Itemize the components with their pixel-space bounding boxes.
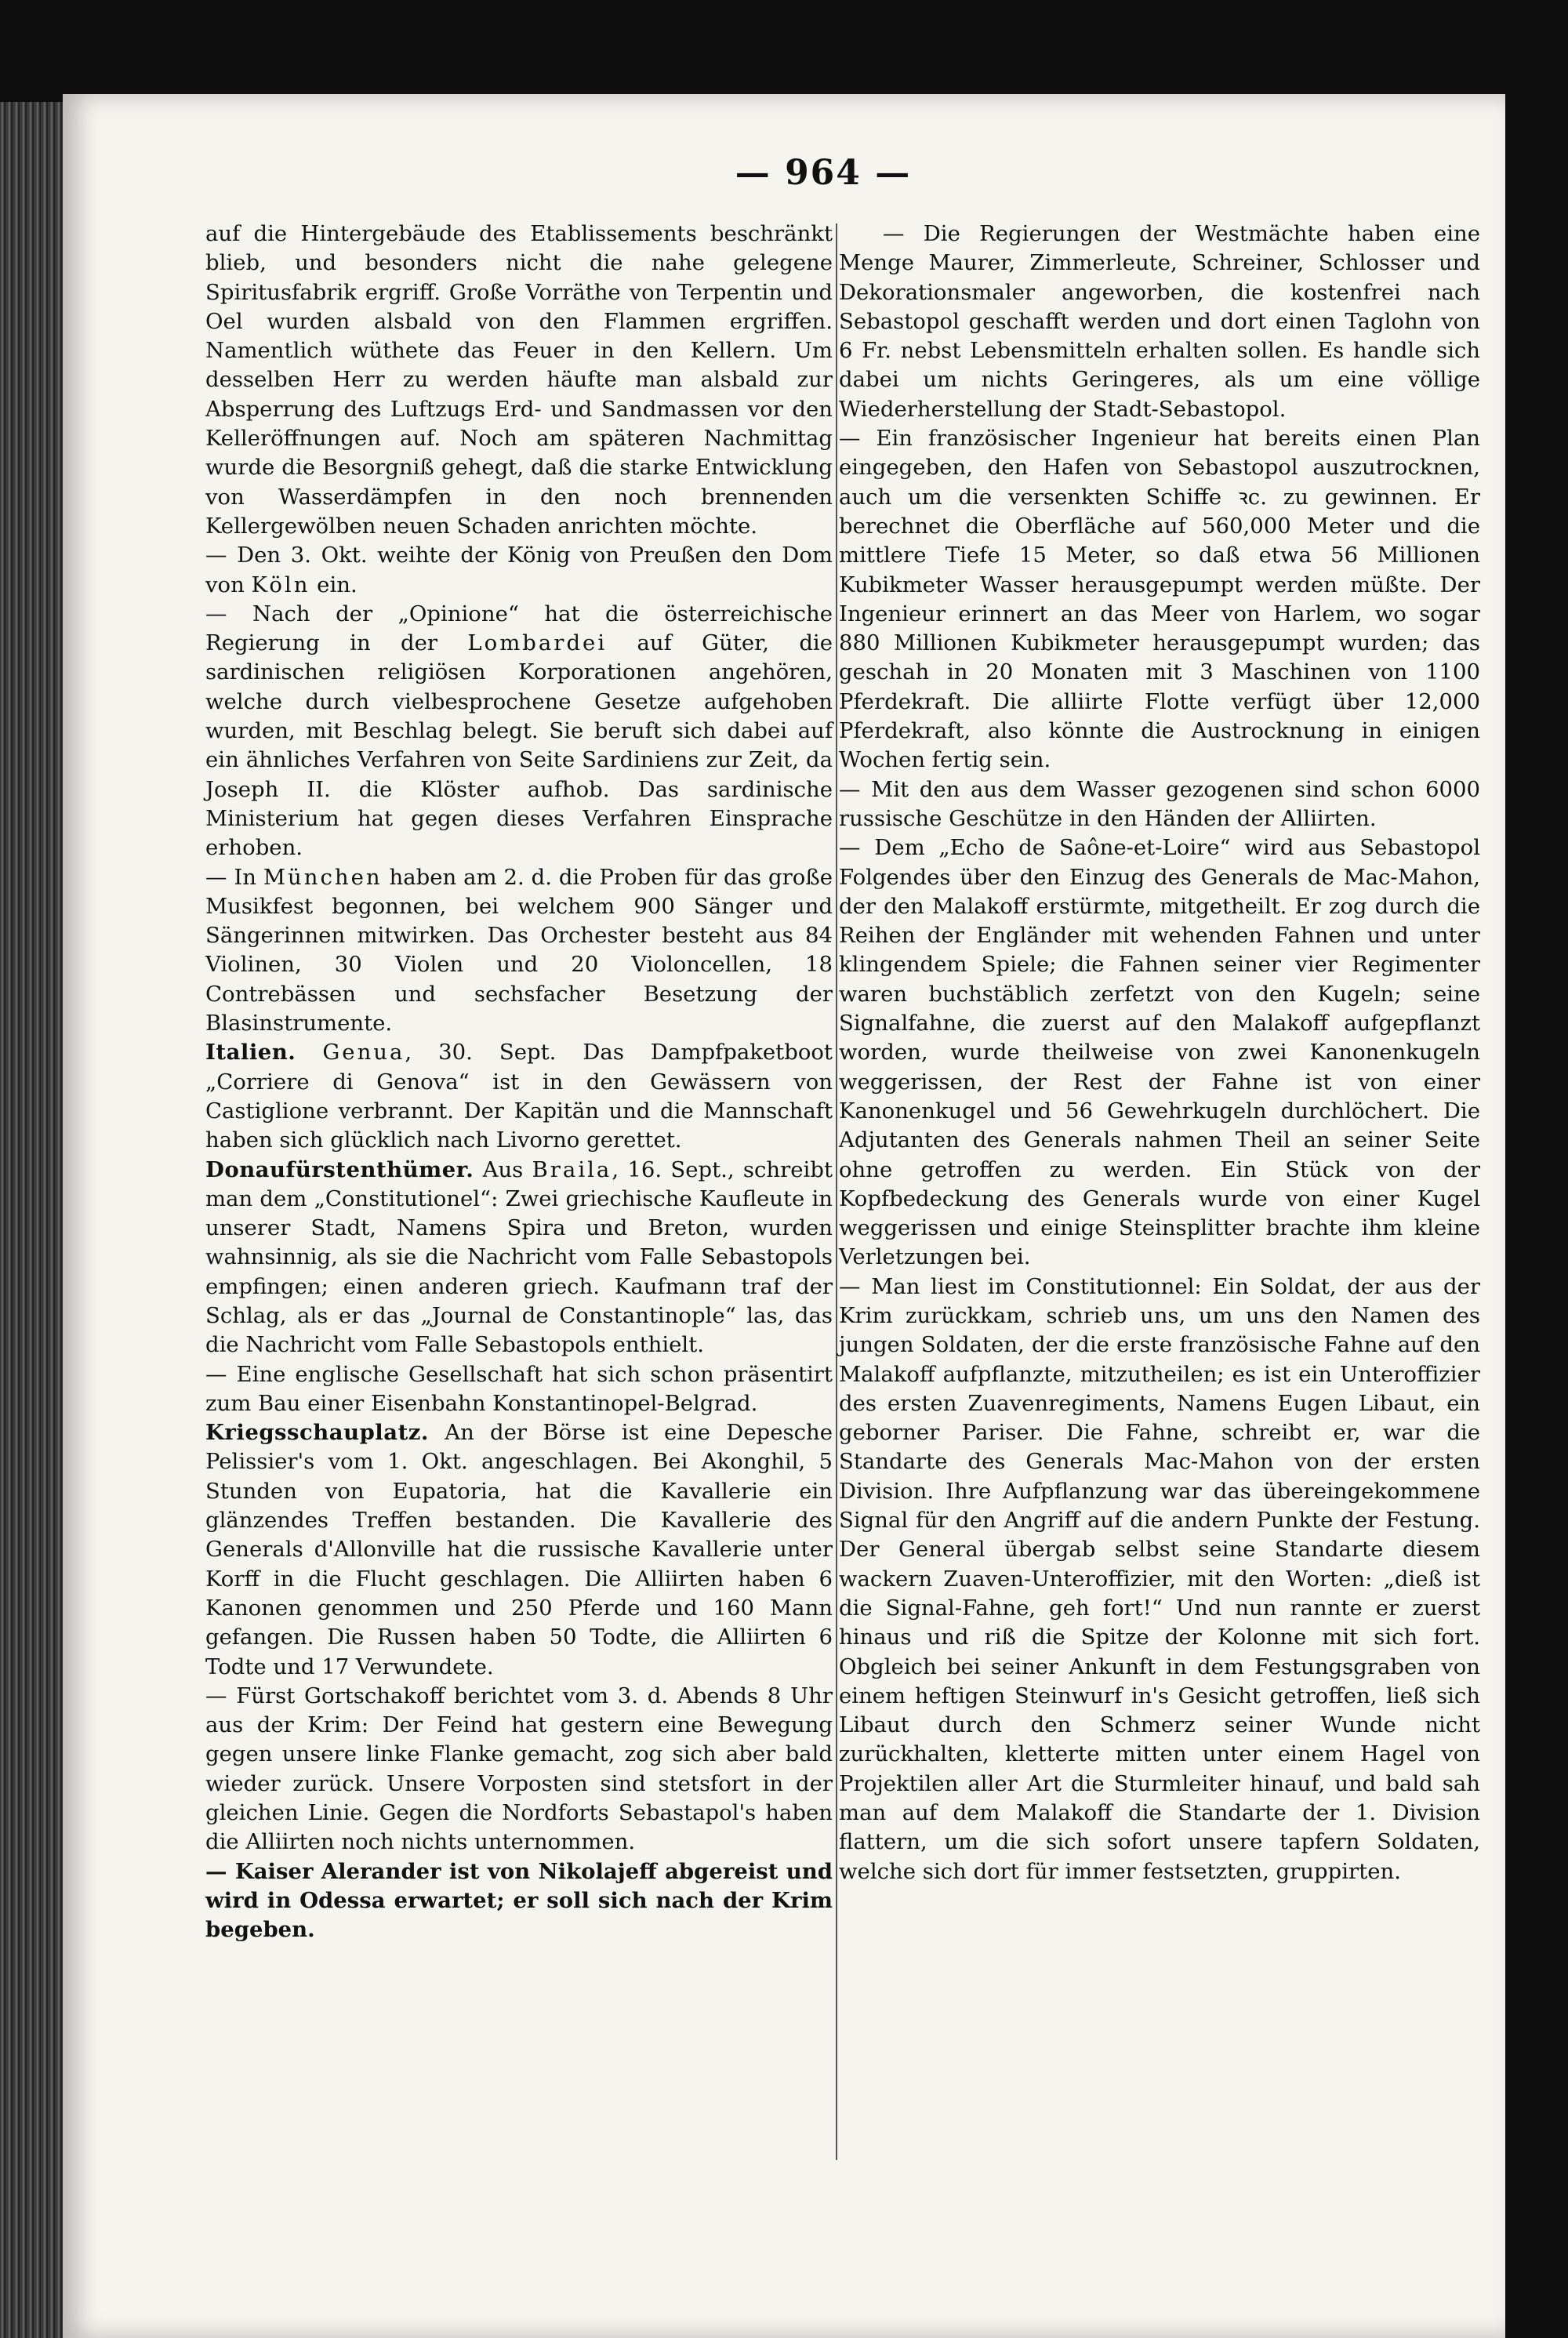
- paragraph-text: — Kaiser Alerander ist von Nikolajeff abgereist und wird in Odessa erwartet; er soll sich nach der Krim begeben.: [205, 1858, 833, 1943]
- paragraph-text: , 30. Sept. Das Dampfpaketboot „Corriere di Genova“ ist in den Gewässern von Castiglione verbrannt. Der Kapitän und die Mannschaft haben sich glücklich nach Livorno gerettet.: [205, 1040, 833, 1153]
- column-divider: [836, 223, 837, 2160]
- article-paragraph: [839, 1272, 1480, 1886]
- paragraph-text: — Fürst Gortschakoff berichtet vom 3. d. Abends 8 Uhr aus der Krim: Der Feind hat gestern eine Bewegung gegen unsere linke Flanke gemacht, zog sich aber bald wieder zurück. Unsere Vorposten sind stetsfort in der gleichen Linie. Gegen die Nordforts Sebastapol's haben die Alliirten noch nichts unternommen.: [205, 1683, 833, 1855]
- article-paragraph: [839, 775, 1480, 834]
- paragraph-text: ein.: [310, 572, 358, 597]
- spaced-place-name: Lombardei: [467, 630, 608, 656]
- paragraph-text: Aus: [474, 1156, 532, 1182]
- paragraph-text: — Den 3. Okt. weihte der König von Preußen den Dom von: [205, 543, 833, 597]
- page-number: — 964 —: [735, 153, 912, 193]
- article-paragraph: [839, 424, 1480, 775]
- paragraph-text: — Man liest im Constitutionnel: Ein Soldat, der aus der Krim zurückkam, schrieb uns, um uns den Namen des jungen Soldaten, der die erste französische Fahne auf den Malakoff aufpflanzte, mitzutheilen; es ist ein Unteroffizier des ersten Zuavenregiments, Namens Eugen Libaut, ein geborner Pariser. Die Fahne, schreibt er, war die Standarte des Generals Mac-Mahon von der ersten Division. Ihre Aufpflanzung war das übereingekommene Signal für den Angriff auf die andern Punkte der Festung. Der General übergab selbst seine Standarte diesem wackern Zuaven-Unteroffizier, mit den Worten: „dieß ist die Signal-Fahne, geh fort!“ Und nun rannte er zuerst hinaus und riß die Spitze der Kolonne mit sich fort. Obgleich bei seiner Ankunft in dem Festungsgraben von einem heftigen Steinwurf in's Gesicht getroffen, ließ sich Libaut durch den Schmerz seiner Wunde nicht zurückhalten, kletterte mitten unter einem Hagel von Projektilen aller Art die Sturmleiter hinauf, und bald sah man auf dem Malakoff die Standarte der 1. Division flattern, um die sich sofort unsere tapfern Soldaten, welche sich dort für immer festsetzten, gruppirten.: [839, 1273, 1480, 1884]
- article-paragraph: [839, 220, 1480, 424]
- section-heading: Italien.: [205, 1040, 296, 1066]
- spaced-place-name: München: [263, 864, 383, 890]
- paragraph-text: — Ein französischer Ingenieur hat bereits einen Plan eingegeben, den Hafen von Sebastopol auszutrocknen, auch um die versenkten Schiffe ꝛc. zu gewinnen. Er berechnet die Oberfläche auf 560,000 Meter und die mittlere Tiefe 15 Meter, so daß etwa 56 Millionen Kubikmeter Wasser herausgepumpt werden müßte. Der Ingenieur erinnert an das Meer von Harlem, wo sogar 880 Millionen Kubikmeter herausgepumpt wurden; das geschah in 20 Monaten mit 3 Maschinen von 1100 Pferdekraft. Die alliirte Flotte verfügt über 12,000 Pferdekraft, also könnte die Austrocknung in einigen Wochen fertig sein.: [839, 426, 1480, 773]
- left-column: [205, 220, 833, 1945]
- paragraph-text: An der Börse ist eine Depesche Pelissier's vom 1. Okt. angeschlagen. Bei Akonghil, 5 Stunden von Eupatoria, hat die Kavallerie ein glänzendes Treffen bestanden. Die Kavallerie des Generals d'Allonville hat die russische Kavallerie unter Korff in die Flucht geschlagen. Die Alliirten haben 6 Kanonen genommen und 250 Pferde und 160 Mann gefangen. Die Russen haben 50 Todte, die Alliirten 6 Todte und 17 Verwundete.: [205, 1420, 833, 1679]
- spaced-place-name: Genua: [322, 1040, 405, 1066]
- section-heading: Donaufürstenthümer.: [205, 1156, 474, 1182]
- book-spine-edge: [0, 102, 71, 2338]
- paragraph-text: auf Güter, die sardinischen religiösen Korporationen angehören, welche durch vielbesprochene Gesetze aufgehoben wurden, mit Beschlag belegt. Sie beruft sich dabei auf ein ähnliches Verfahren von Seite Sardiniens zur Zeit, da Joseph II. die Klöster aufhob. Das sardinische Ministerium hat gegen dieses Verfahren Einsprache erhoben.: [205, 630, 833, 861]
- article-paragraph: [205, 600, 833, 863]
- paragraph-text: — Eine englische Gesellschaft hat sich schon präsentirt zum Bau einer Eisenbahn Konstantinopel-Belgrad.: [205, 1361, 833, 1416]
- right-column: [839, 220, 1480, 1886]
- article-paragraph: [205, 863, 833, 1039]
- paragraph-text: — Mit den aus dem Wasser gezogenen sind schon 6000 russische Geschütze in den Händen der Alliirten.: [839, 776, 1480, 831]
- article-paragraph: [205, 1682, 833, 1857]
- article-paragraph: [839, 833, 1480, 1272]
- paragraph-text: — In: [205, 864, 263, 890]
- article-paragraph: [205, 1360, 833, 1419]
- article-paragraph: [205, 220, 833, 541]
- paragraph-text: — Dem „Echo de Saône-et-Loire“ wird aus Sebastopol Folgendes über den Einzug des Generals de Mac-Mahon, der den Malakoff erstürmte, mitgetheilt. Er zog durch die Reihen der Engländer mit wehenden Fahnen und unter klingendem Spiele; die Fahnen seiner vier Regimenter waren buchstäblich zerfetzt von den Kugeln; seine Signalfahne, die zuerst auf den Malakoff aufgepflanzt worden, wurde theilweise von zwei Kanonenkugeln weggerissen, der Rest der Fahne ist von einer Kanonenkugel und 56 Gewehrkugeln durchlöchert. Die Adjutanten des Generals nahmen Theil an seiner Seite ohne getroffen zu werden. Ein Stück von der Kopfbedeckung des Generals wurde von einer Kugel weggerissen und einige Steinsplitter brachte ihm kleine Verletzungen bei.: [839, 835, 1480, 1270]
- section-italy: [205, 1038, 833, 1155]
- paragraph-text: auf die Hintergebäude des Etablissements beschränkt blieb, und besonders nicht die nahe gelegene Spiritusfabrik ergriff. Große Vorräthe von Terpentin und Oel wurden alsbald von den Flammen ergriffen. Namentlich wüthete das Feuer in den Kellern. Um desselben Herr zu werden häufte man alsbald zur Absperrung des Luftzugs Erd- und Sandmassen vor den Kelleröffnungen auf. Noch am späteren Nachmittag wurde die Besorgniß gehegt, daß die starke Entwicklung von Wasserdämpfen in den noch brennenden Kellergewölben neuen Schaden anrichten möchte.: [205, 221, 833, 539]
- spaced-place-name: Köln: [251, 572, 310, 597]
- section-heading: Kriegsschauplatz.: [205, 1420, 429, 1446]
- spaced-place-name: Braila: [532, 1156, 612, 1182]
- paragraph-text: — Die Regierungen der Westmächte haben eine Menge Maurer, Zimmerleute, Schreiner, Schlosser und Dekorationsmaler angeworben, die kostenfrei nach Sebastopol geschafft werden und dort einen Taglohn von 6 Fr. nebst Lebensmitteln erhalten sollen. Es handle sich dabei um nichts Geringeres, als um eine völlige Wiederherstellung der Stadt-Sebastopol.: [839, 221, 1480, 422]
- section-war: [205, 1418, 833, 1682]
- paragraph-text: — Nach der „Opinione“ hat die österreichische Regierung in der: [205, 601, 833, 656]
- section-danube: [205, 1156, 833, 1360]
- article-paragraph: [205, 1857, 833, 1945]
- paragraph-text: haben am 2. d. die Proben für das große Musikfest begonnen, bei welchem 900 Sänger und Sängerinnen mitwirken. Das Orchester besteht aus 84 Violinen, 30 Violen und 20 Violoncellen, 18 Contrebässen und sechsfacher Besetzung der Blasinstrumente.: [205, 864, 833, 1036]
- article-paragraph: [205, 541, 833, 600]
- paragraph-text: , 16. Sept., schreibt man dem „Constitutionel“: Zwei griechische Kaufleute in unserer Stadt, Namens Spira und Breton, wurden wahnsinnig, als sie die Nachricht vom Falle Sebastopols empfingen; einen anderen griech. Kaufmann traf der Schlag, als er das „Journal de Constantinople“ las, das die Nachricht vom Falle Sebastopols enthielt.: [205, 1156, 833, 1358]
